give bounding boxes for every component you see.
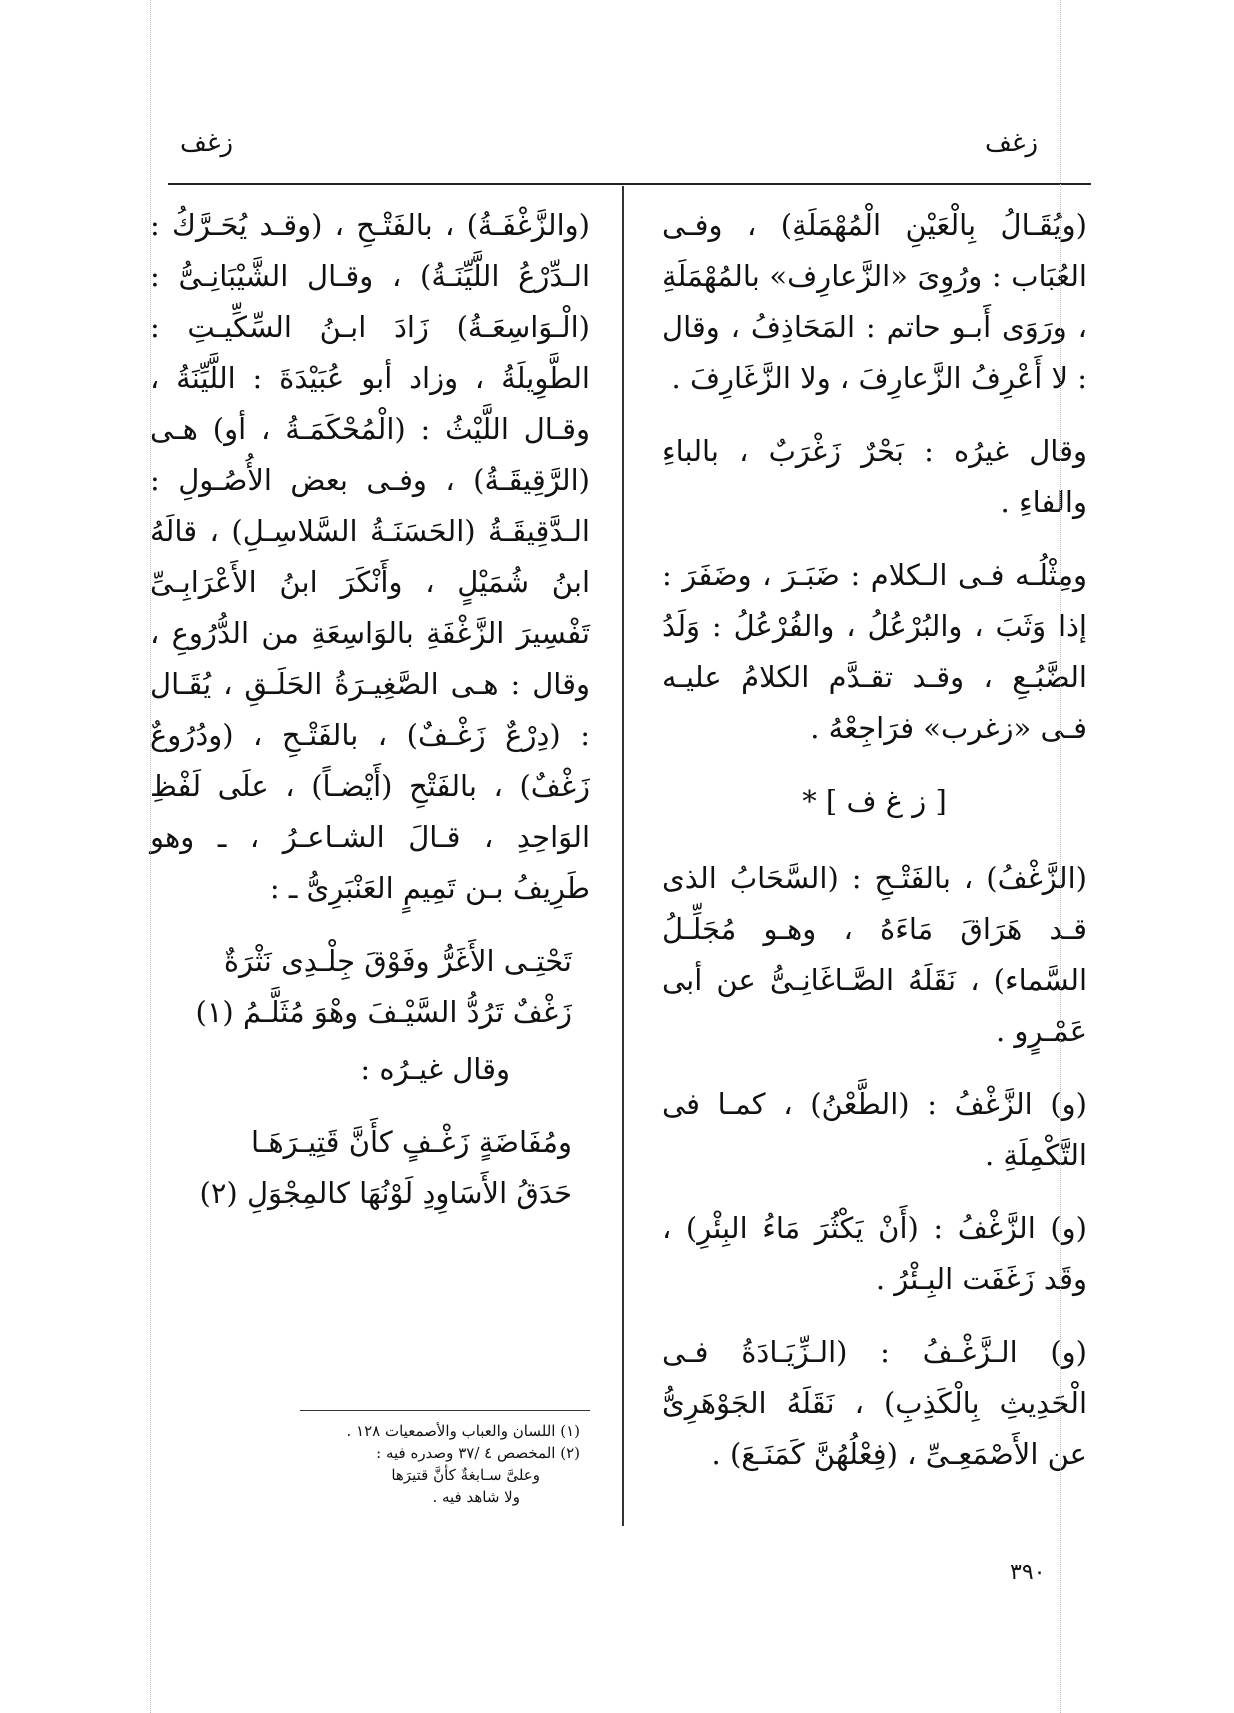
paragraph: (الزَّغْفُ) ، بالفَتْـحِ : (السَّحَابُ الذى قـد هَرَاقَ مَاءَهُ ، وهـو مُجَلِّـلُ السَّماء) ، نَقَلَهُ الصَّـاغَانِـىُّ عن أبى عَمْـرٍو . [662,861,1087,1048]
verse-block [150,1117,590,1219]
paragraph: (و) الـزَّغْـفُ : (الـزِّيَـادَةُ فـى الْحَدِيثِ بِالْكَذِبِ) ، نَقَلَهُ الجَوْهَرِىُّ عن الأَصْمَعِـىِّ ، (فِعْلُهُنَّ كَمَنَـعَ) . [662,1335,1087,1471]
scan-guide-line [1060,0,1061,1713]
paragraph: (و) الزَّغْفُ : (أَنْ يَكْثُرَ مَاءُ البِئْرِ) ، وقَد زَغَفَت البِـئْرُ . [662,1211,1087,1296]
paragraph: وقال غيرُه : بَحْرٌ زَغْرَبٌ ، بالباءِ والفاءِ . [662,434,1087,519]
footnote: (١) اللسان والعباب والأصمعيات ١٢٨ . [346,1422,580,1440]
verse-line: زَغْفٌ تَرُدُّ السَّيْـفَ وهْوَ مُثَلَّـمُ (١) [195,995,572,1029]
page-number: ٣٩٠ [1010,1560,1046,1585]
verse-line: حَدَقُ الأَسَاوِدِ لَوْنُهَا كالمِجْوَلِ (٢) [199,1176,572,1210]
column-divider [622,186,624,1526]
paragraph: وقال غيـرُه : [360,1052,510,1086]
paragraph: (والزَّغْفَـةُ) ، بالفَتْـحِ ، (وقـد يُحَـرَّكُ : الـدِّرْعُ اللَّيِّنَـةُ) ، وقـال الشَّيْبَانِـىُّ : (الْـوَاسِعَـةُ) زَادَ ابـنُ السِّكِّيـتِ : الطَّوِيلَةُ ، وزاد أبو عُبَيْدَةَ : اللَّيِّنَةُ ، وقـال اللَّيْثُ : (الْمُحْكَمَـةُ ، أو) هـى (الرَّقِيقَـةُ) ، وفـى بعض الأُصُـولِ : الـدَّقِيقَـةُ (الحَسَنَـةُ السَّلاسِـلِ) ، قالَهُ ابنُ شُمَيْلٍ ، وأَنْكَرَ ابنُ الأَعْرَابِـىِّ تَفْسِيرَ الزَّغْفَةِ بالوَاسِعَةِ من الدُّرُوعِ ، وقال : هـى الصَّغِيـرَةُ الحَلَـقِ ، يُقَـال : (دِرْعٌ زَغْـفٌ) ، بالفَتْـحِ ، (ودُرُوعٌ زَغْفٌ) ، بالفَتْحِ (أَيْضـاً) ، علَى لَفْظِ الوَاحِدِ ، قـالَ الشـاعـرُ ، ـ وهو طَرِيفُ بـن تَمِيمٍ العَنْبَرِىُّ ـ : [150,208,590,905]
scan-guide-line [150,0,151,1713]
footnote-quote: وعلىَّ سـابغةٌ كأنَّ قتيرَها [391,1466,540,1484]
footnotes [180,1420,580,1508]
verse-line: تَحْتِـى الأَغَرُّ وفَوْقَ جِلْـدِى نَثْرَةٌ [223,944,572,978]
right-column [662,200,1087,1502]
section-heading: [ ز غ ف ] * [802,784,947,818]
left-column [150,200,590,1219]
footnote: (٢) المخصص ٤ /٣٧ وصدره فيه : [376,1444,580,1462]
paragraph: ومِثْلُـه فـى الـكلام : ضَبَـرَ ، وضَفَرَ : إذا وَثَبَ ، والبُرْعُلُ ، والفُرْعُلُ : وَلَدُ الضَّبُـعِ ، وقـد تقـدَّم الكلامُ عليـه فـى «زغرب» فرَاجِعْهُ . [662,558,1087,745]
paragraph: (و) الزَّغْفُ : (الطَّعْنُ) ، كمـا فى التَّكْمِلَةِ . [662,1087,1087,1172]
footnote-rule [300,1410,590,1411]
header-entry-right: زغف [985,128,1039,158]
header-rule [168,183,1091,185]
header-entry-left: زغف [180,128,234,158]
paragraph: (ويُقَـالُ بِالْعَيْنِ الْمُهْمَلَةِ) ، وفـى العُبَاب : ورُوِىَ «الزَّعارِف» بالمُهْمَلَةِ ، ورَوَى أَبـو حاتم : المَحَاذِفُ ، وقال : لا أَعْرِفُ الزَّعارِفَ ، ولا الزَّغَارِفَ . [662,208,1087,395]
verse-line: ومُفَاضَةٍ زَغْـفٍ كأَنَّ قَتِيـرَهَـا [251,1125,572,1159]
verse-block [150,936,590,1038]
footnote-quote: ولا شاهد فيه . [432,1488,520,1506]
